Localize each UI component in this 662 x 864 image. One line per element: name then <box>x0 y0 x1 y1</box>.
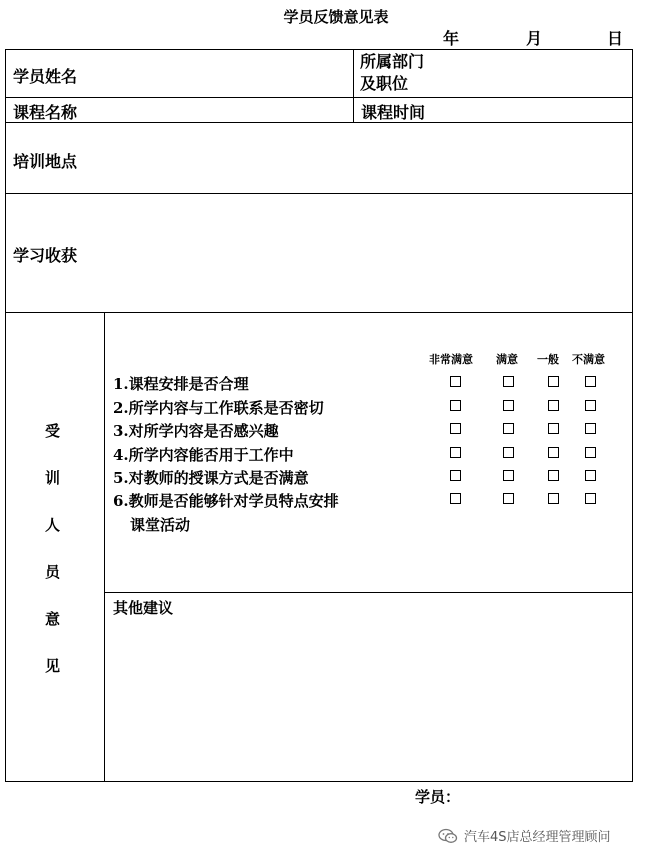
rating-header-satisfied: 满意 <box>496 353 518 366</box>
rating-checkbox[interactable] <box>585 376 596 387</box>
student-name-label: 学员姓名 <box>13 67 78 86</box>
table-border-bottom <box>5 781 633 782</box>
side-label-char: 意 <box>45 610 61 628</box>
side-label-char: 见 <box>45 657 61 675</box>
rating-header-unsatisfied: 不满意 <box>572 353 605 366</box>
rating-checkbox[interactable] <box>548 400 559 411</box>
question-item: 6.教师是否能够针对学员特点安排 <box>113 492 339 510</box>
rating-checkbox[interactable] <box>548 447 559 458</box>
question-item: 2.所学内容与工作联系是否密切 <box>113 399 324 417</box>
department-label-line1: 所属部门 <box>360 52 425 71</box>
question-item: 4.所学内容能否用于工作中 <box>113 446 294 464</box>
date-month-label: 月 <box>526 29 543 48</box>
rating-checkbox[interactable] <box>585 470 596 481</box>
side-label-char: 训 <box>45 469 61 487</box>
rating-checkbox[interactable] <box>450 400 461 411</box>
date-day-label: 日 <box>607 29 624 48</box>
date-year-label: 年 <box>443 29 460 48</box>
table-divider <box>5 122 633 123</box>
table-divider <box>104 592 633 593</box>
rating-checkbox[interactable] <box>503 447 514 458</box>
question-item: 5.对教师的授课方式是否满意 <box>113 469 309 487</box>
side-label-char: 人 <box>45 516 61 534</box>
table-divider <box>5 97 633 98</box>
rating-checkbox[interactable] <box>503 470 514 481</box>
rating-checkbox[interactable] <box>450 447 461 458</box>
watermark <box>438 826 611 845</box>
table-divider <box>5 193 633 194</box>
rating-checkbox[interactable] <box>585 423 596 434</box>
rating-checkbox[interactable] <box>450 470 461 481</box>
training-location-label: 培训地点 <box>13 152 78 171</box>
table-border-right <box>632 49 633 782</box>
rating-checkbox[interactable] <box>450 376 461 387</box>
rating-checkbox[interactable] <box>503 423 514 434</box>
course-time-label: 课程时间 <box>361 103 426 122</box>
student-signature-label: 学员： <box>415 788 461 806</box>
table-column-divider <box>353 49 354 123</box>
side-label-char: 员 <box>45 563 61 581</box>
question-item-continuation: 课堂活动 <box>130 516 191 534</box>
rating-checkbox[interactable] <box>548 423 559 434</box>
form-title: 学员反馈意见表 <box>283 8 389 26</box>
rating-checkbox[interactable] <box>548 493 559 504</box>
rating-checkbox[interactable] <box>548 470 559 481</box>
rating-checkbox[interactable] <box>503 400 514 411</box>
rating-checkbox[interactable] <box>503 376 514 387</box>
department-position-label <box>360 51 424 95</box>
rating-checkbox[interactable] <box>585 400 596 411</box>
rating-checkbox[interactable] <box>450 493 461 504</box>
rating-header-very-satisfied: 非常满意 <box>429 353 473 366</box>
course-name-label: 课程名称 <box>13 103 78 122</box>
side-label-char: 受 <box>45 422 61 440</box>
wechat-icon <box>438 828 458 844</box>
question-item: 1.课程安排是否合理 <box>113 375 249 393</box>
table-border-left <box>5 49 6 782</box>
table-border-top <box>5 49 633 50</box>
table-column-divider <box>104 312 105 782</box>
watermark-text: 汽车4S店总经理管理顾问 <box>464 830 611 845</box>
rating-checkbox[interactable] <box>503 493 514 504</box>
other-suggestions-label: 其他建议 <box>113 599 174 617</box>
rating-header-average: 一般 <box>537 353 559 366</box>
rating-checkbox[interactable] <box>548 376 559 387</box>
table-divider <box>5 312 633 313</box>
rating-checkbox[interactable] <box>585 447 596 458</box>
rating-checkbox[interactable] <box>450 423 461 434</box>
department-label-line2: 及职位 <box>360 74 409 93</box>
question-item: 3.对所学内容是否感兴趣 <box>113 422 279 440</box>
rating-checkbox[interactable] <box>585 493 596 504</box>
learning-gains-label: 学习收获 <box>13 246 78 265</box>
